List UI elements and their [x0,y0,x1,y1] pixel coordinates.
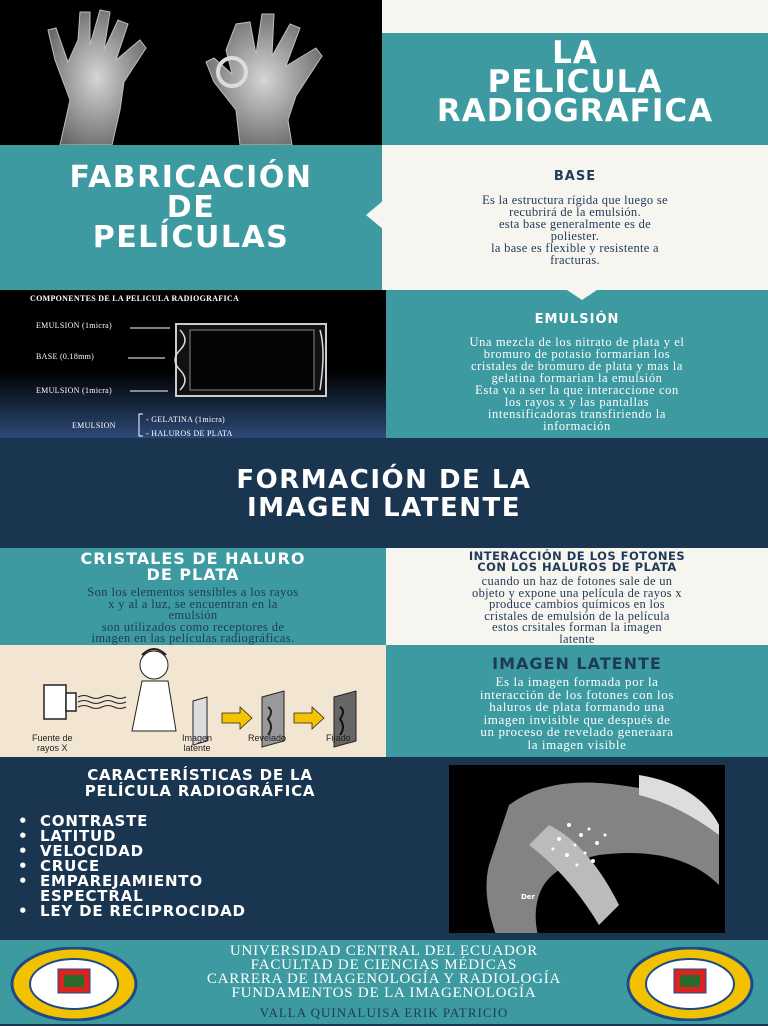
bullet-icon: • [18,857,29,875]
formacion-title [0,466,768,522]
proceso-fuente-line-1: Fuente de [32,733,73,743]
emulsion-text-line: los rayos x y las pantallas [504,395,650,409]
base-heading: BASE [553,169,597,184]
caracteristicas-heading-line-1: CARACTERÍSTICAS DE LA [87,766,313,784]
imagen-latente-text-line: un proceso de revelado generaara [480,724,674,739]
base-text-line: poliester. [550,229,600,243]
cristales-text-line: emulsión [168,608,218,622]
caracteristicas-list [18,814,246,919]
footer-block [0,940,768,1024]
imagen-latente-heading: IMAGEN LATENTE [492,654,662,673]
cristales-text [0,587,386,645]
proceso-imagen-line-1: Imagen [182,733,213,743]
title-line-3: RADIOGRAFICA [436,93,714,129]
imagen-latente-block [386,645,768,757]
fabricacion-line-2: DE [166,190,216,225]
cristales-text-line: x y al a luz, se encuentran en la [108,596,278,611]
leg-xray-image [449,765,725,933]
university-seal-left [10,947,138,1021]
interaccion-text-line: produce cambios químicos en los [489,597,665,611]
imagen-latente-text-line: la imagen visible [527,736,627,752]
imagen-latente-text-line: imagen invisible que después de [483,711,671,727]
imagen-latente-text-line: interacción de los fotones con los [479,686,675,702]
pointer-down-arrow [564,288,600,302]
base-text-line: la base es flexible y resistente a [491,241,659,255]
emulsion-text-line: gelatina formarian la emulsión [491,371,663,385]
caracteristica-label: LATITUD [40,827,117,845]
base-text-line: fracturas. [550,253,600,267]
bullet-icon: • [18,842,29,860]
proceso-diagram [0,645,386,757]
formacion-block [0,438,768,548]
emulsion-heading: EMULSIÓN [534,312,620,327]
componentes-base: BASE (0.18mm) [36,352,95,361]
imagen-latente-text-line: haluros de plata formando una [489,699,665,714]
university-seal-right [626,947,754,1021]
caracteristicas-heading-line-2: PELÍCULA RADIOGRÁFICA [84,782,316,800]
interaccion-text-line: latente [559,631,595,646]
cristales-heading-line-2: DE PLATA [146,565,240,584]
interaccion-heading-line-2: CON LOS HALUROS DE PLATA [477,560,677,574]
footer-seal-left [10,947,138,1021]
caracteristicas-heading [0,767,400,799]
emulsion-block [386,290,768,438]
base-text-line: esta base generalmente es de [498,217,652,231]
proceso-revelado-label: Revelado [248,733,287,743]
fabricacion-line-1: FABRICACIÓN [69,160,313,195]
caracteristica-label: VELOCIDAD [40,842,144,860]
emulsion-text-line: Una mezcla de los nitrato de plata y el [469,335,685,349]
emulsion-text [386,336,768,432]
componentes-diagram [0,290,386,438]
base-text-line: recubrirá de la emulsión. [509,205,641,219]
caracteristica-label: LEY DE RECIPROCIDAD [40,902,246,920]
cristales-heading-line-1: CRISTALES DE HALURO [80,549,306,568]
fabricacion-line-3: PELÍCULAS [92,220,290,255]
formacion-line-1: FORMACIÓN DE LA [236,465,532,495]
bullet-icon: • [18,872,29,890]
cristales-heading [0,551,386,583]
proceso-imagen-label [182,733,212,753]
caracteristica-label: EMPAREJAMIENTO [40,872,203,890]
title-line-2: PELICULA [487,64,663,100]
footer-text-line: UNIVERSIDAD CENTRAL DEL ECUADOR [229,943,539,959]
footer-seal-right [626,947,754,1021]
base-block [382,145,768,290]
bullet-icon: • [18,812,29,830]
caracteristica-label: ESPECTRAL [40,887,144,905]
componentes-haluros: - HALUROS DE PLATA [146,429,233,438]
xray-side-label: Der [521,893,536,901]
footer-text-line: FUNDAMENTOS DE LA IMAGENOLOGÍA [231,985,537,1001]
componentes-gelatina: - GELATINA (1micra) [146,415,226,424]
proceso-fijado-label: Fijado [326,733,351,743]
pointer-left-arrow [366,200,384,230]
emulsion-text-line: Esta va a ser la que interaccione con [475,383,679,397]
base-text-line: Es la estructura rígida que luego se [482,193,668,207]
bullet-icon: • [18,827,29,845]
top-right-blank [382,0,768,33]
emulsion-text-line: cristales de bromuro de plata y mas la [471,359,683,373]
cristales-block [0,548,386,645]
componentes-title: COMPONENTES DE LA PELICULA RADIOGRAFICA [30,294,240,303]
fabricacion-block [0,145,382,290]
formacion-line-2: IMAGEN LATENTE [246,493,521,523]
interaccion-text-line: objeto y expone una película de rayos x [472,585,682,600]
caracteristica-label: CRUCE [40,857,100,875]
interaccion-block [386,548,768,645]
emulsion-text-line: información [543,419,611,433]
footer-author: VALLA QUINALUISA ERIK PATRICIO [259,1005,509,1020]
componentes-emulsion-top: EMULSION (1micra) [36,321,112,330]
title-block [382,33,768,145]
main-title [382,35,768,129]
hands-xray-image [0,0,382,145]
caracteristicas-block [0,757,768,940]
componentes-emulsion-label: EMULSION [72,421,116,430]
title-line-1: LA [552,35,598,71]
interaccion-text-line: estos crsitales forman la imagen [492,620,662,634]
base-text [382,194,768,266]
imagen-latente-text-line: Es la imagen formada por la [495,674,659,689]
emulsion-text-line: intensificadoras transfiriendo la [487,407,667,421]
componentes-emulsion-bottom: EMULSION (1micra) [36,386,112,395]
footer-text-line: CARRERA DE IMAGENOLOGÍA Y RADIOLOGÍA [206,971,562,987]
caracteristica-label: CONTRASTE [40,812,149,830]
bullet-icon: • [18,902,29,920]
interaccion-heading [386,551,768,573]
caracteristica-item [18,904,246,919]
interaccion-text-line: cuando un haz de fotones sale de un [481,574,673,588]
footer-text [140,944,628,1000]
imagen-latente-text [386,676,768,751]
emulsion-text-line: bromuro de potasio formarian los [483,347,671,361]
interaccion-heading-line-1: INTERACCIÓN DE LOS FOTONES [468,549,686,563]
cristales-text-line: Son los elementos sensibles a los rayos [87,585,299,599]
interaccion-text [386,576,768,645]
fabricacion-title [0,160,382,255]
proceso-imagen-line-2: latente [183,743,211,753]
proceso-fuente-label [32,733,73,753]
cristales-text-line: son utilizados como receptores de [101,619,285,634]
interaccion-text-line: cristales de emulsión de la película [484,608,670,623]
cristales-text-line: imagen en las películas radiográficas. [91,631,295,645]
footer-text-line: FACULTAD DE CIENCIAS MÉDICAS [250,957,518,973]
proceso-fuente-line-2: rayos X [37,743,68,753]
